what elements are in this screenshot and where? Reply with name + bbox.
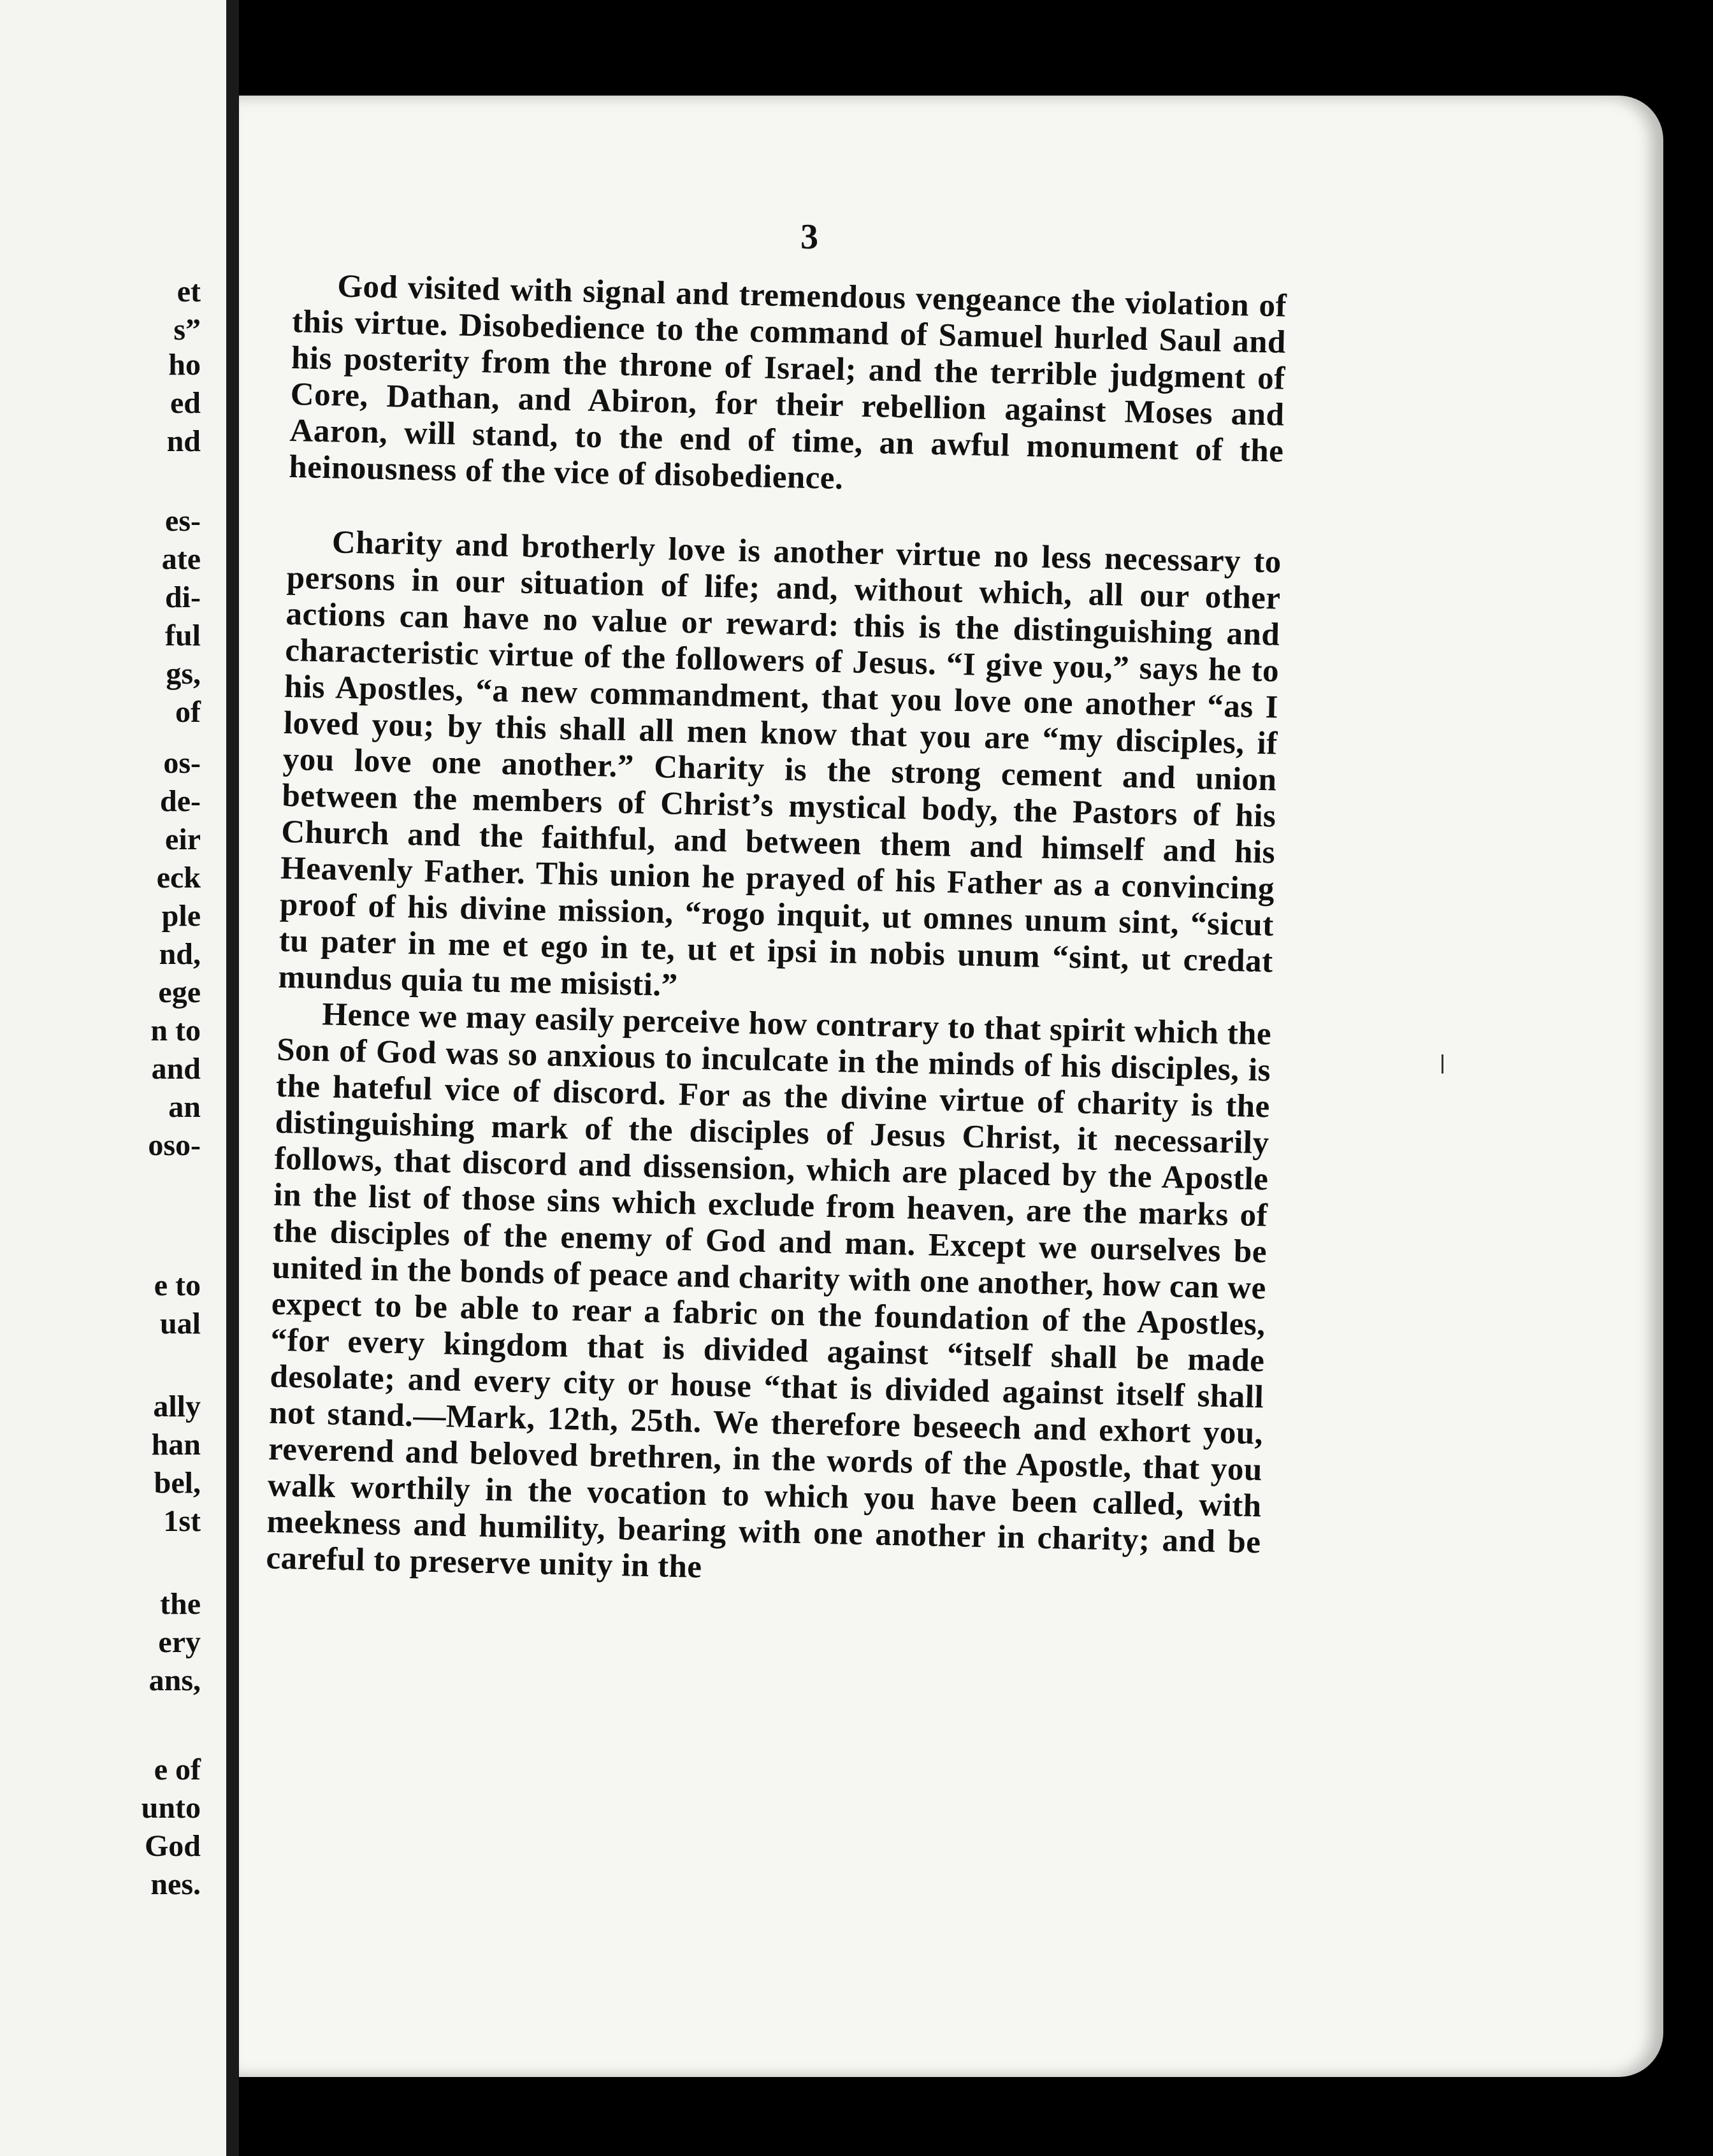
left-page-fragment: 1st — [163, 1504, 201, 1538]
book-gutter — [226, 0, 239, 2156]
left-page-fragment: e of — [154, 1753, 201, 1786]
left-page-fragment: ho — [168, 348, 201, 382]
left-page-fragment: s” — [173, 313, 201, 347]
left-page-fragment: di- — [164, 580, 201, 614]
left-page-fragment: n to — [150, 1014, 201, 1047]
paragraph-discord: Hence we may easily perceive how contrary to that spirit which the Son of God was so anxious to inculcate in the minds of his disciples, is the hateful vice of discord. For as the divine virtue of charity is the distinguishing mark of the disciples of Jesus Christ, it necessarily follows, that discord and dissension, which are placed by the Apostle in the list of those sins which exclude from heaven, are the marks of the disciples of the enemy of God and man. Except we ourselves be united in the bonds of peace and charity with one another, how can we expect to be able to rear a fabric on the foundation of the Apostles, “for every kingdom that is divided against “itself shall be made desolate; and every city or house “that is divided against itself shall not stand.—Mark, 12th, 25th. We therefore beseech and exhort you, reverend and beloved brethren, in the words of the Apostle, that you walk worthily in the vocation to which you have been called, with meekness and humility, bearing with one another in charity; and be careful to preserve unity in the — [265, 996, 1272, 1585]
left-page-fragment: han — [151, 1428, 201, 1462]
paragraph-charity: Charity and brotherly love is another virtue no less necessary to persons in our situation of life; and, without which, all our other actions can have no value or reward: this is the distinguishing and characteristic virtue of the followers of Jesus. “I give you,” says he to his Apostles, “a new commandment, that you love one another “as I loved you; by this shall all men know that you are “my disciples, if you love one another.” Charity is the strong cement and union between the members of Christ’s mystical body, the Pastors of his Church and the faithful, and between them and himself and his Heavenly Father. This union he prayed of his Father as a convincing proof of his divine mission, “rogo inquit, ut omnes unum sint, “sicut tu pater in me et ego in te, ut et ipsi in nobis unum “sint, ut credat mundus quia tu me misisti.” — [278, 524, 1282, 1003]
left-page-fragment: ans, — [148, 1664, 201, 1697]
left-page — [0, 0, 226, 2156]
left-page-fragment: ege — [158, 975, 201, 1009]
left-page-fragment: ate — [161, 542, 201, 576]
left-page-fragment: e to — [154, 1268, 201, 1302]
left-page-fragment: unto — [141, 1791, 201, 1825]
paragraph-obedience: God visited with signal and tremendous vengeance the violation of this virtue. Disobedience to the command of Samuel hurled Saul and his posterity from the throne of Israel; and the terrible judgment of Core, Dathan, and Abiron, for their rebellion against Moses and Aaron, will stand, to the end of time, an awful monument of the heinousness of the vice of disobedience. — [288, 268, 1287, 497]
left-page-fragment: ful — [164, 619, 201, 652]
left-page-fragment: God — [144, 1829, 201, 1863]
left-page-fragment: de- — [160, 784, 201, 818]
left-page-fragment: bel, — [154, 1466, 201, 1500]
left-page-fragment: os- — [163, 746, 201, 780]
left-page-fragment: ery — [158, 1625, 201, 1659]
left-page-fragment: oso- — [148, 1128, 201, 1162]
left-page-fragment: et — [177, 275, 201, 308]
left-page-fragment: the — [160, 1587, 201, 1621]
left-page-fragment: eir — [165, 823, 201, 856]
left-page-fragment: ple — [161, 899, 201, 933]
margin-mark — [1442, 1054, 1443, 1074]
page-body — [266, 268, 1287, 1597]
left-page-fragment: of — [175, 695, 201, 729]
left-page-fragment: eck — [156, 861, 201, 895]
left-page-fragment: ed — [170, 386, 201, 420]
page-number: 3 — [800, 217, 818, 257]
left-page-fragment: gs, — [166, 657, 201, 691]
left-page-fragment: nd, — [159, 937, 201, 971]
left-page-fragment: nes. — [150, 1867, 201, 1901]
left-page-fragment: an — [168, 1090, 201, 1124]
left-page-fragment: ual — [159, 1307, 201, 1340]
left-page-fragment: and — [151, 1052, 201, 1086]
left-page-fragment: nd — [166, 424, 201, 458]
left-page-fragment: es- — [165, 504, 201, 538]
left-page-fragment: ally — [153, 1390, 201, 1423]
